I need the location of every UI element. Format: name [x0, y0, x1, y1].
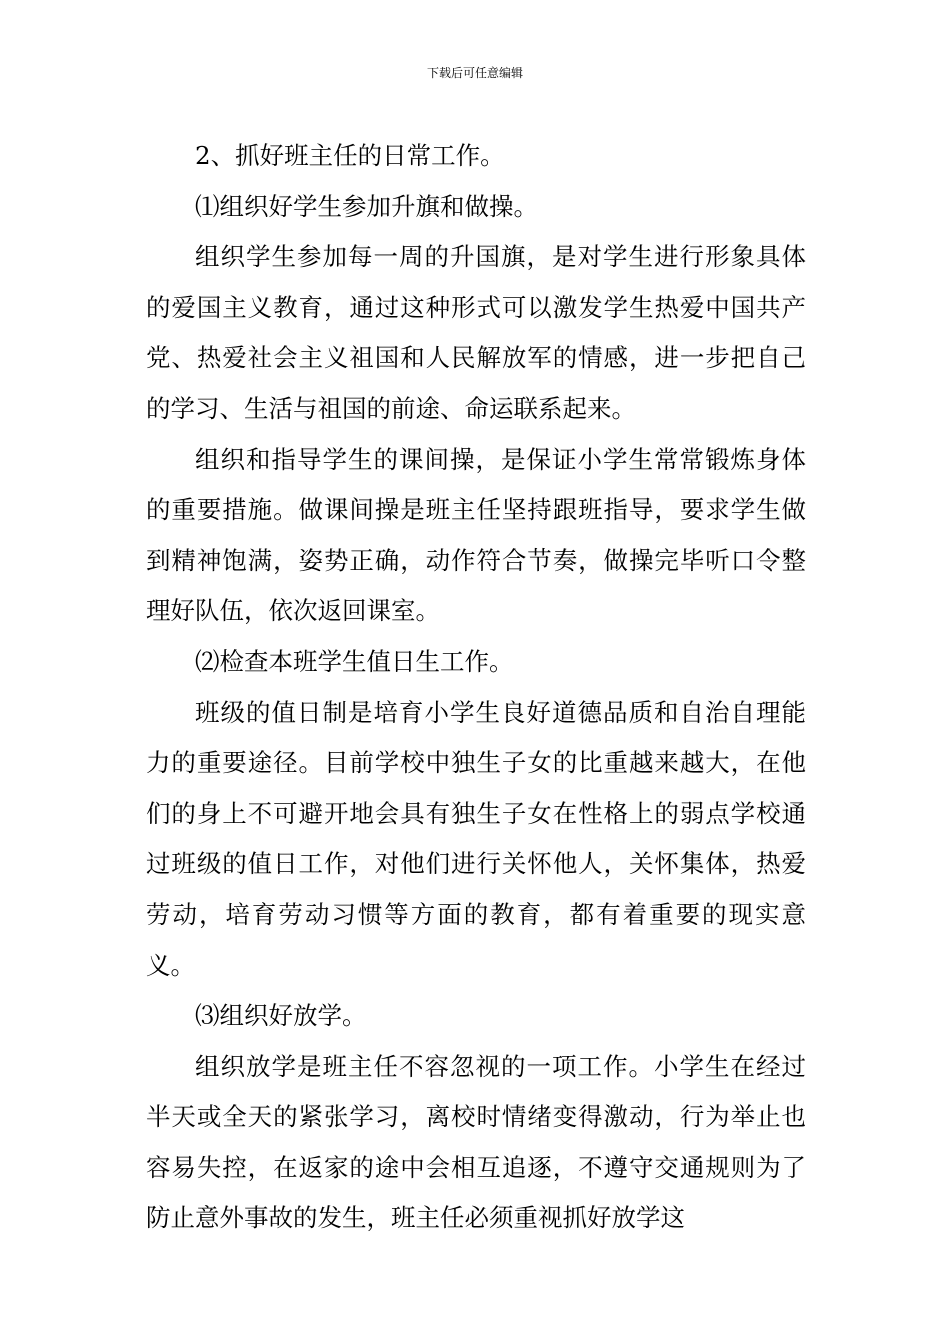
body-paragraph: 组织学生参加每一周的升国旗，是对学生进行形象具体的爱国主义教育，通过这种形式可以激发学生热爱中国共产党、热爱社会主义祖国和人民解放军的情感，进一步把自己的学习、生活与祖国的前途、命运联系起来。 [146, 242, 806, 423]
document-body [146, 131, 806, 1244]
subsection-heading: ⑴组织好学生参加升旗和做操。 [195, 191, 538, 221]
body-paragraph: 班级的值日制是培育小学生良好道德品质和自治自理能力的重要途径。目前学校中独生子女的比重越来越大，在他们的身上不可避开地会具有独生子女在性格上的弱点学校通过班级的值日工作，对他们进行关怀他人，关怀集体，热爱劳动，培育劳动习惯等方面的教育，都有着重要的现实意义。 [146, 697, 806, 980]
subsection-heading: ⑵检查本班学生值日生工作。 [195, 646, 514, 676]
body-paragraph: 组织放学是班主任不容忽视的一项工作。小学生在经过半天或全天的紧张学习，离校时情绪变得激动，行为举止也容易失控，在返家的途中会相互追逐，不遵守交通规则为了防止意外事故的发生，班主任必须重视抓好放学这 [146, 1051, 806, 1233]
section-heading: 2、抓好班主任的日常工作。 [195, 141, 505, 170]
body-paragraph: 组织和指导学生的课间操，是保证小学生常常锻炼身体的重要措施。做课间操是班主任坚持跟班指导，要求学生做到精神饱满，姿势正确，动作符合节奏，做操完毕听口令整理好队伍，依次返回课室。 [146, 444, 806, 626]
page-header: 下载后可任意编辑 [426, 66, 523, 80]
subsection-heading: ⑶组织好放学。 [195, 1001, 367, 1031]
